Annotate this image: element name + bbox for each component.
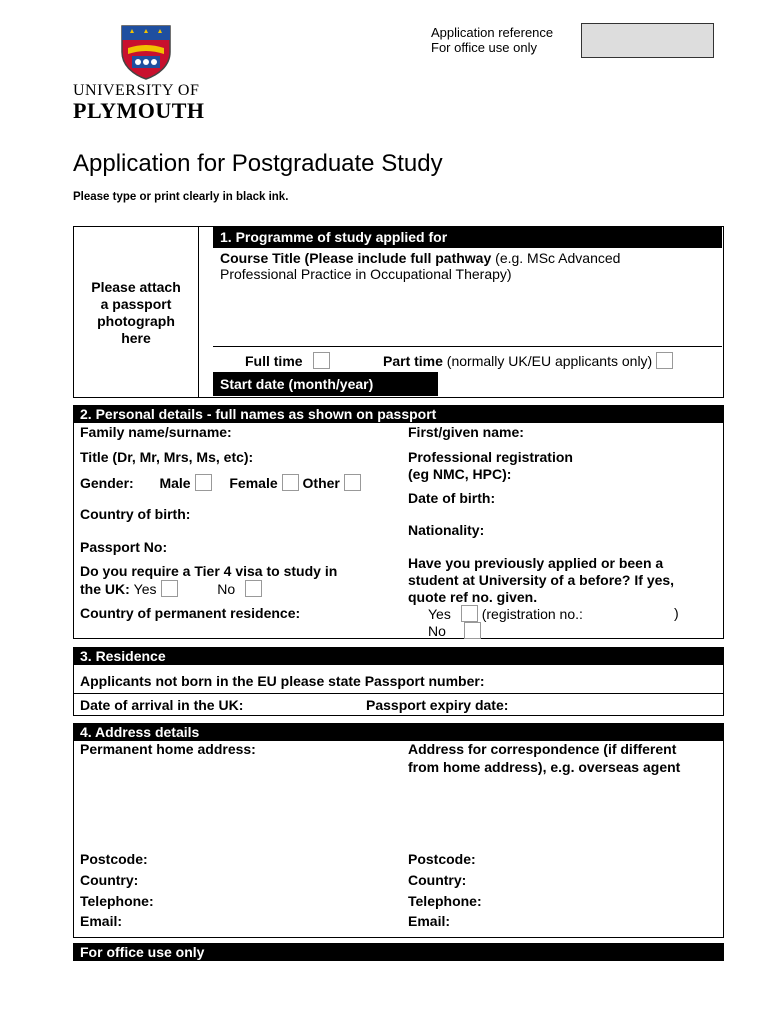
- home-postcode-label: Postcode:: [80, 851, 148, 867]
- male-checkbox[interactable]: [195, 474, 212, 491]
- tier4-line2: the UK:: [80, 581, 130, 597]
- part-time-label: [383, 352, 673, 370]
- corr-email-label: Email:: [408, 913, 451, 929]
- prev-no-label: No: [428, 623, 446, 639]
- reg-no-label: (registration no.:: [481, 606, 583, 622]
- corr-country-label: Country:: [408, 872, 467, 888]
- corr-postcode-label: Postcode:: [408, 851, 476, 867]
- course-title-line2: Professional Practice in Occupational Therapy): [220, 266, 512, 282]
- other-label: Other: [302, 475, 340, 491]
- prev-applied-2: student at University of a before? If yes,: [408, 572, 675, 588]
- divider: [213, 346, 722, 347]
- crest-icon: [120, 24, 172, 80]
- home-email-label: Email:: [80, 913, 123, 929]
- prof-reg-label-1: Professional registration: [408, 449, 573, 465]
- corr-address-2: from home address), e.g. overseas agent: [408, 759, 681, 775]
- tier4-row: [80, 580, 262, 598]
- course-title-input[interactable]: [213, 284, 722, 346]
- prev-no-row: [428, 622, 481, 640]
- first-name-label: First/given name:: [408, 424, 524, 440]
- other-checkbox[interactable]: [344, 474, 361, 491]
- photo-text-3: photograph: [97, 313, 175, 329]
- part-time-checkbox[interactable]: [656, 352, 673, 369]
- nationality-label: Nationality:: [408, 522, 485, 538]
- tier4-yes-label: Yes: [133, 581, 157, 597]
- tier4-line1: Do you require a Tier 4 visa to study in: [80, 563, 338, 579]
- prev-applied-3: quote ref no. given.: [408, 589, 538, 605]
- photo-text-4: here: [121, 330, 151, 346]
- home-telephone-label: Telephone:: [80, 893, 154, 909]
- section2-header: 2. Personal details - full names as shown on passport: [73, 405, 724, 423]
- home-country-label: Country:: [80, 872, 139, 888]
- corr-address-1: Address for correspondence (if different: [408, 741, 677, 757]
- prev-no-checkbox[interactable]: [464, 622, 481, 639]
- course-title-label: [220, 250, 620, 267]
- photo-text-1: Please attach: [91, 279, 181, 295]
- prof-reg-label-2: (eg NMC, HPC):: [408, 466, 512, 482]
- residence-line1: Applicants not born in the EU please state Passport number:: [80, 673, 485, 689]
- family-name-label: Family name/surname:: [80, 424, 232, 440]
- tier4-no-label: No: [217, 581, 236, 597]
- prev-applied-1: Have you previously applied or been a: [408, 555, 664, 571]
- part-time-text: Part time: [383, 353, 443, 369]
- residence-divider: [73, 693, 724, 694]
- full-time-label: [245, 352, 330, 370]
- title-field-label: Title (Dr, Mr, Mrs, Ms, etc):: [80, 449, 254, 465]
- office-ref-input[interactable]: [581, 23, 714, 58]
- tier4-no-checkbox[interactable]: [245, 580, 262, 597]
- section4-header: 4. Address details: [73, 723, 724, 741]
- office-ref-line1: Application reference: [431, 25, 554, 40]
- course-title-bold: Course Title (Please include full pathway: [220, 250, 492, 266]
- start-date-input[interactable]: [438, 372, 722, 396]
- course-title-rest: (e.g. MSc Advanced: [491, 250, 621, 266]
- section3-header: 3. Residence: [73, 647, 724, 665]
- dob-label: Date of birth:: [408, 490, 496, 506]
- prev-yes-label: Yes: [428, 606, 451, 622]
- subtitle: Please type or print clearly in black ink.: [73, 191, 289, 203]
- prev-yes-row: [428, 605, 583, 623]
- full-time-text: Full time: [245, 353, 303, 369]
- part-time-note: (normally UK/EU applicants only): [442, 353, 653, 369]
- section1-header: 1. Programme of study applied for: [213, 227, 722, 248]
- logo-line2: PLYMOUTH: [73, 98, 205, 123]
- reg-no-close: ): [674, 605, 679, 621]
- tier4-yes-checkbox[interactable]: [161, 580, 178, 597]
- gender-label: Gender:: [80, 475, 134, 491]
- page-title: Application for Postgraduate Study: [73, 150, 443, 177]
- gender-row: [80, 474, 361, 492]
- full-time-checkbox[interactable]: [313, 352, 330, 369]
- perm-address-label: Permanent home address:: [80, 741, 256, 757]
- photo-text-2: a passport: [100, 296, 172, 312]
- arrival-label: Date of arrival in the UK:: [80, 697, 244, 713]
- prev-yes-checkbox[interactable]: [461, 605, 478, 622]
- female-checkbox[interactable]: [282, 474, 299, 491]
- country-birth-label: Country of birth:: [80, 506, 191, 522]
- office-use-header: For office use only: [73, 943, 724, 961]
- start-date-label: Start date (month/year): [213, 372, 438, 396]
- female-label: Female: [229, 475, 278, 491]
- corr-telephone-label: Telephone:: [408, 893, 482, 909]
- male-label: Male: [159, 475, 191, 491]
- office-ref-label: [431, 25, 553, 55]
- logo-line1: UNIVERSITY OF: [73, 82, 200, 99]
- expiry-label: Passport expiry date:: [366, 697, 509, 713]
- university-logo: [73, 24, 223, 124]
- passport-no-label: Passport No:: [80, 539, 168, 555]
- perm-res-label: Country of permanent residence:: [80, 605, 301, 621]
- office-ref-line2: For office use only: [431, 40, 537, 55]
- photo-box[interactable]: [73, 226, 199, 397]
